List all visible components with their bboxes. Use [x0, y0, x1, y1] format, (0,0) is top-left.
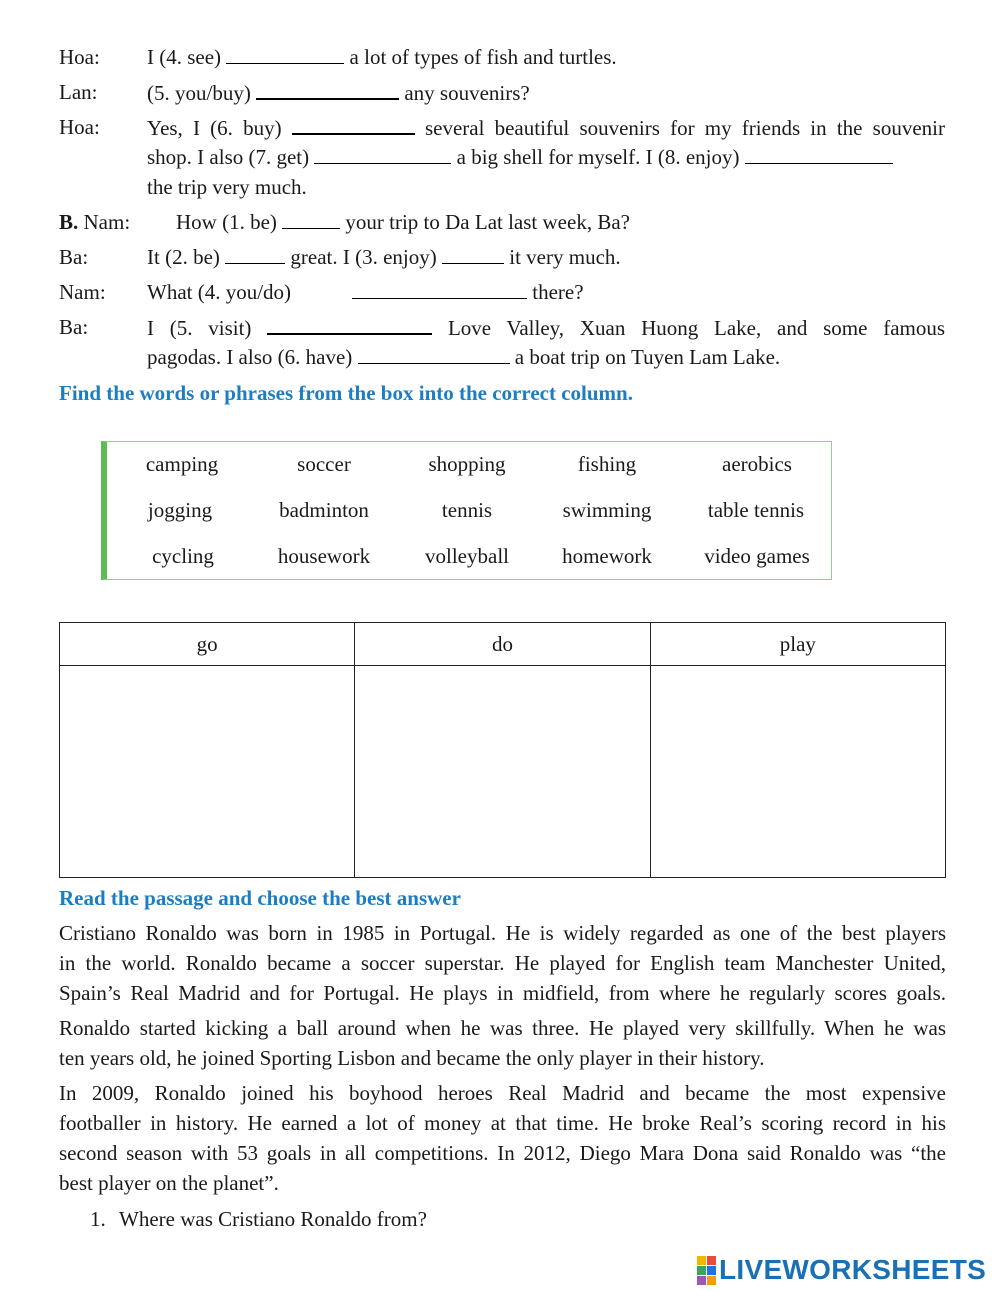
answer-blank[interactable] [292, 115, 415, 135]
line-text: a big shell for myself. I (8. enjoy) [456, 145, 740, 169]
logo-block [697, 1256, 706, 1265]
word-chip[interactable]: video games [704, 544, 810, 568]
passage-line: In 2009, Ronaldo joined his boyhood heroes Real Madrid and became the most expensive [59, 1081, 946, 1105]
word-chip[interactable]: soccer [297, 452, 351, 476]
word-chip[interactable]: camping [145, 452, 219, 476]
logo-block [707, 1256, 716, 1265]
word-chip[interactable]: jogging [147, 498, 213, 522]
answer-blank[interactable] [745, 145, 893, 164]
passage-paragraph [59, 1013, 946, 1073]
dialogue-line [352, 280, 584, 305]
reading-heading: Read the passage and choose the best answer [59, 886, 461, 910]
passage-line: Ronaldo started kicking a ball around when he was three. He played very skillfully. When he was [59, 1016, 946, 1040]
answer-blank[interactable] [314, 145, 451, 164]
question-number: 1. [90, 1207, 106, 1231]
exercise-b-label [59, 210, 130, 235]
speaker-ba: Ba: [59, 245, 89, 269]
line-word: famous [883, 316, 946, 340]
answer-blank[interactable] [226, 45, 344, 64]
passage-line: best player on the planet”. [59, 1171, 279, 1195]
line-text: (5. you/buy) [147, 81, 251, 105]
answer-blank[interactable] [442, 245, 504, 264]
passage-line: in the world. Ronaldo became a soccer superstar. He played for English team Manchester United, [59, 951, 946, 975]
line-text: any souvenirs? [404, 81, 530, 105]
line-text: I (4. see) [147, 45, 222, 69]
speaker-hoa: Hoa: [59, 115, 100, 139]
line-text: your trip to Da Lat last week, Ba? [345, 210, 630, 234]
line-word: Huong [641, 316, 699, 340]
logo-block [707, 1276, 716, 1285]
dialogue-line [147, 115, 945, 141]
section-label: B. [59, 210, 79, 234]
speaker-lan: Lan: [59, 80, 98, 104]
line-text: shop. I also (7. get) [147, 145, 310, 169]
column-header-go: go [60, 623, 355, 666]
drop-zone-play[interactable] [650, 666, 945, 878]
line-text: it very much. [509, 245, 621, 269]
word-chip[interactable]: fishing [577, 452, 637, 476]
dialogue-line: the trip very much. [147, 175, 307, 199]
line-text: great. I (3. enjoy) [290, 245, 437, 269]
line-word: some [823, 316, 868, 340]
logo-text: LIVEWORKSHEETS [719, 1254, 987, 1285]
word-chip[interactable]: swimming [562, 498, 652, 522]
dialogue-line [147, 80, 530, 106]
answer-blank[interactable] [352, 280, 527, 299]
passage-line: ten years old, he joined Sporting Lisbon and became the only player in their history. [59, 1046, 765, 1070]
logo-block [697, 1266, 706, 1275]
word-chip[interactable]: volleyball [425, 544, 509, 568]
dialogue-line [147, 345, 780, 370]
passage-line: second season with 53 goals in all competitions. In 2012, Diego Mara Dona said Ronaldo was “the [59, 1141, 946, 1165]
column-header-play: play [650, 623, 945, 666]
dialogue-line [147, 315, 945, 341]
dialogue-line [147, 280, 291, 305]
line-word: Love [447, 316, 492, 340]
word-chip[interactable]: shopping [428, 452, 506, 476]
line-text: a lot of types of fish and turtles. [349, 45, 617, 69]
word-chip[interactable]: housework [277, 544, 371, 568]
word-chip[interactable]: homework [562, 544, 652, 568]
line-text: It (2. be) [147, 245, 220, 269]
line-word: Lake, [714, 316, 762, 340]
word-chip[interactable]: table tennis [707, 498, 805, 522]
passage-line: Cristiano Ronaldo was born in 1985 in Portugal. He is widely regarded as one of the best players [59, 921, 946, 945]
passage-line: Spain’s Real Madrid and for Portugal. He plays in midfield, from where he regularly scores goals. [59, 981, 946, 1005]
question-1 [90, 1207, 427, 1232]
dialogue-line [147, 245, 621, 270]
line-text: there? [532, 280, 584, 304]
logo-block [707, 1266, 716, 1275]
speaker-nam: Nam: [83, 210, 131, 234]
sort-table [59, 622, 946, 878]
passage-paragraph [59, 1078, 946, 1198]
word-chip[interactable]: tennis [441, 498, 493, 522]
line-text: pagodas. I also (6. have) [147, 345, 353, 369]
line-text: a boat trip on Tuyen Lam Lake. [514, 345, 781, 369]
answer-blank[interactable] [267, 315, 432, 335]
word-chip[interactable]: badminton [279, 498, 369, 522]
line-text: I (5. visit) [147, 316, 252, 340]
line-word: Xuan [579, 316, 626, 340]
line-word: Valley, [506, 316, 565, 340]
passage-paragraph [59, 918, 946, 1008]
drop-zone-go[interactable] [60, 666, 355, 878]
dialogue-line [176, 210, 630, 235]
answer-blank[interactable] [225, 245, 285, 264]
word-chip[interactable]: aerobics [722, 452, 792, 476]
speaker-nam: Nam: [59, 280, 106, 304]
question-text: Where was Cristiano Ronaldo from? [119, 1207, 427, 1231]
speaker-hoa: Hoa: [59, 45, 100, 69]
line-text: What (4. you/do) [147, 280, 292, 304]
answer-blank[interactable] [282, 210, 340, 229]
logo-blocks-icon [697, 1256, 716, 1285]
word-box [101, 441, 832, 580]
answer-blank[interactable] [358, 345, 510, 364]
liveworksheets-logo [697, 1255, 986, 1285]
logo-block [697, 1276, 706, 1285]
passage-line: footballer in history. He earned a lot of money at that time. He broke Real’s scoring record in his [59, 1111, 946, 1135]
dialogue-line [147, 145, 893, 170]
dialogue-line [147, 45, 617, 70]
line-word: and [777, 316, 808, 340]
line-text: How (1. be) [176, 210, 277, 234]
sort-heading: Find the words or phrases from the box into the correct column. [59, 381, 633, 405]
line-text: Yes, I (6. buy) [147, 116, 282, 140]
word-chip[interactable]: cycling [152, 544, 214, 568]
speaker-ba: Ba: [59, 315, 89, 339]
line-text: several beautiful souvenirs for my friends in the souvenir [424, 116, 945, 140]
answer-blank[interactable] [256, 80, 399, 100]
drop-zone-do[interactable] [355, 666, 650, 878]
column-header-do: do [355, 623, 650, 666]
